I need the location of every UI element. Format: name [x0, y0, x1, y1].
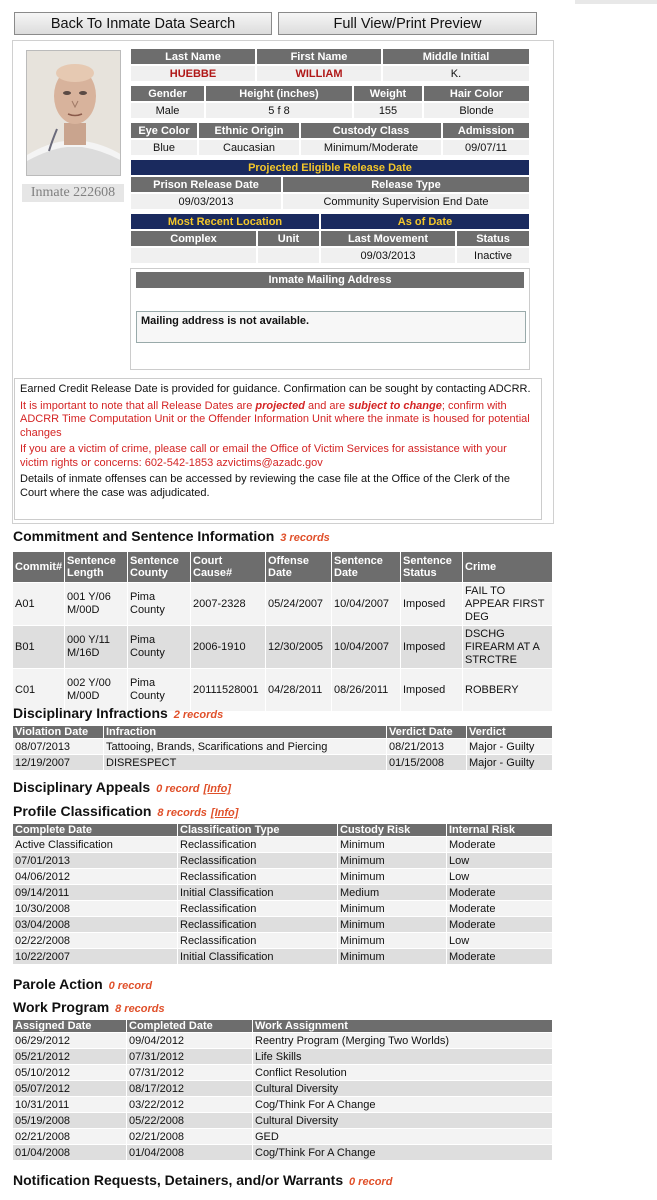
ethnic-origin-value: Caucasian — [199, 140, 299, 155]
page-margin — [575, 0, 657, 1200]
profile-cell: Moderate — [447, 949, 553, 965]
profile-header: Internal Risk — [447, 824, 553, 837]
work-cell: 05/22/2008 — [127, 1113, 253, 1129]
record-count: 0 record — [108, 980, 153, 992]
commitment-header: Sentence Date — [332, 552, 401, 583]
commitment-cell: Imposed — [401, 669, 463, 712]
commitment-cell: 12/30/2005 — [266, 626, 332, 669]
profile-cell: Minimum — [338, 837, 447, 853]
commitment-cell: Imposed — [401, 583, 463, 626]
work-cell: Cultural Diversity — [253, 1113, 553, 1129]
middle-initial-value: K. — [383, 66, 529, 81]
commitment-cell: 20111528001 — [191, 669, 266, 712]
profile-cell: 10/22/2007 — [13, 949, 178, 965]
commitment-cell: Pima County — [128, 669, 191, 712]
profile-row — [13, 853, 553, 869]
first-name-header: First Name — [257, 49, 381, 64]
first-name-value: WILLIAM — [257, 66, 381, 81]
commitment-header: Sentence County — [128, 552, 191, 583]
profile-cell: Moderate — [447, 917, 553, 933]
commitment-cell: C01 — [13, 669, 65, 712]
disciplinary-header: Verdict — [467, 726, 553, 739]
gender-header: Gender — [131, 86, 204, 101]
ethnic-origin-header: Ethnic Origin — [199, 123, 299, 138]
work-heading — [13, 999, 165, 1015]
work-row — [13, 1097, 553, 1113]
disciplinary-table — [12, 725, 553, 771]
notice-offense-details: Details of inmate offenses can be accessed by reviewing the case file at the Office of the Clerk of the Court where the case was adjudicated. — [20, 473, 510, 499]
work-header: Work Assignment — [253, 1020, 553, 1033]
work-header: Assigned Date — [13, 1020, 127, 1033]
weight-header: Weight — [354, 86, 422, 101]
complex-value — [131, 248, 256, 263]
admission-header: Admission — [443, 123, 529, 138]
commitment-header: Court Cause# — [191, 552, 266, 583]
work-cell: 01/04/2008 — [13, 1145, 127, 1161]
custody-class-header: Custody Class — [301, 123, 441, 138]
release-type-header: Release Type — [283, 177, 529, 192]
profile-row — [13, 933, 553, 949]
commitment-header: Sentence Status — [401, 552, 463, 583]
work-header: Completed Date — [127, 1020, 253, 1033]
commitment-cell: 10/04/2007 — [332, 626, 401, 669]
commitment-cell: 04/28/2011 — [266, 669, 332, 712]
status-header: Status — [457, 231, 529, 246]
profile-cell: Minimum — [338, 933, 447, 949]
work-cell: 05/21/2012 — [13, 1049, 127, 1065]
profile-cell: Minimum — [338, 917, 447, 933]
profile-cell: Moderate — [447, 885, 553, 901]
inmate-photo-icon — [27, 51, 121, 176]
release-notice — [14, 378, 542, 520]
work-table — [12, 1019, 553, 1161]
notice-text: and are — [304, 399, 349, 412]
disciplinary-cell: Major - Guilty — [467, 755, 553, 771]
profile-cell: Moderate — [447, 837, 553, 853]
commitment-cell: A01 — [13, 583, 65, 626]
commitment-cell: 08/26/2011 — [332, 669, 401, 712]
commitment-cell: Pima County — [128, 583, 191, 626]
record-count: 2 records — [173, 709, 224, 721]
work-cell: 03/22/2012 — [127, 1097, 253, 1113]
work-row — [13, 1033, 553, 1049]
work-cell: 02/21/2008 — [127, 1129, 253, 1145]
profile-cell: 03/04/2008 — [13, 917, 178, 933]
work-cell: Cog/Think For A Change — [253, 1097, 553, 1113]
disciplinary-header: Verdict Date — [387, 726, 467, 739]
release-table — [129, 158, 531, 211]
section-title: Profile Classification — [13, 803, 152, 819]
profile-row — [13, 949, 553, 965]
profile-cell: Minimum — [338, 869, 447, 885]
work-cell: 07/31/2012 — [127, 1065, 253, 1081]
profile-info-link[interactable]: [Info] — [210, 807, 239, 819]
physical-table — [129, 84, 531, 120]
custody-class-value: Minimum/Moderate — [301, 140, 441, 155]
profile-cell: Reclassification — [178, 869, 338, 885]
weight-value: 155 — [354, 103, 422, 118]
work-row — [13, 1129, 553, 1145]
work-cell: 05/10/2012 — [13, 1065, 127, 1081]
disciplinary-cell: 12/19/2007 — [13, 755, 104, 771]
commitment-cell: 000 Y/11 M/16D — [65, 626, 128, 669]
notice-emphasis: projected — [255, 399, 305, 412]
work-cell: 02/21/2008 — [13, 1129, 127, 1145]
commitment-cell: 10/04/2007 — [332, 583, 401, 626]
profile-header: Custody Risk — [338, 824, 447, 837]
profile-cell: Minimum — [338, 949, 447, 965]
profile-cell: 09/14/2011 — [13, 885, 178, 901]
commitment-row — [13, 583, 553, 626]
profile-cell: 04/06/2012 — [13, 869, 178, 885]
commitment-cell: ROBBERY — [463, 669, 553, 712]
work-row — [13, 1113, 553, 1129]
mailing-address-title: Inmate Mailing Address — [136, 272, 524, 288]
section-title: Disciplinary Appeals — [13, 779, 151, 795]
work-cell: 05/07/2012 — [13, 1081, 127, 1097]
commitment-header: Offense Date — [266, 552, 332, 583]
profile-cell: Low — [447, 933, 553, 949]
profile-cell: Initial Classification — [178, 885, 338, 901]
disciplinary-header: Violation Date — [13, 726, 104, 739]
profile-cell: Reclassification — [178, 933, 338, 949]
work-row — [13, 1065, 553, 1081]
as-of-date-title: As of Date — [321, 214, 529, 229]
work-cell: 08/17/2012 — [127, 1081, 253, 1097]
notice-victim-services: If you are a victim of crime, please call or email the Office of Victim Services for assistance with your victim rights or concerns: 602-542-1853 azvictims@azadc.gov — [20, 443, 507, 469]
hair-color-value: Blonde — [424, 103, 529, 118]
commitment-cell: Imposed — [401, 626, 463, 669]
profile-cell: Reclassification — [178, 853, 338, 869]
height-header: Height (inches) — [206, 86, 352, 101]
unit-value — [258, 248, 319, 263]
section-title: Work Program — [13, 999, 110, 1015]
notice-emphasis: subject to change — [348, 399, 442, 412]
section-title: Parole Action — [13, 976, 103, 992]
appeals-info-link[interactable]: [Info] — [203, 783, 231, 795]
work-cell: 09/04/2012 — [127, 1033, 253, 1049]
work-cell: GED — [253, 1129, 553, 1145]
inmate-id-label: Inmate 222608 — [22, 184, 124, 202]
profile-header: Complete Date — [13, 824, 178, 837]
eye-color-header: Eye Color — [131, 123, 197, 138]
notice-text: ; confirm with ADCRR Time Computation Unit or the Offender Information Unit where the inmate is housed for potential changes — [20, 399, 530, 439]
profile-cell: Reclassification — [178, 837, 338, 853]
record-count: 8 records — [157, 807, 207, 819]
record-count: 0 record — [349, 1176, 393, 1188]
disciplinary-cell: Major - Guilty — [467, 739, 553, 755]
commitment-header: Commit# — [13, 552, 65, 583]
profile-cell: Reclassification — [178, 901, 338, 917]
work-cell: Conflict Resolution — [253, 1065, 553, 1081]
full-view-print-button[interactable]: Full View/Print Preview — [278, 12, 537, 35]
profile-cell: Low — [447, 853, 553, 869]
work-cell: 05/19/2008 — [13, 1113, 127, 1129]
profile-heading — [13, 803, 238, 819]
notice-release-dates — [20, 400, 536, 441]
disciplinary-cell: Tattooing, Brands, Scarifications and Piercing — [104, 739, 387, 755]
profile-cell: Reclassification — [178, 917, 338, 933]
section-title: Disciplinary Infractions — [13, 705, 168, 721]
complex-header: Complex — [131, 231, 256, 246]
profile-row — [13, 885, 553, 901]
commitment-row — [13, 626, 553, 669]
commitment-cell: DSCHG FIREARM AT A STRCTRE — [463, 626, 553, 669]
back-to-search-button[interactable]: Back To Inmate Data Search — [14, 12, 272, 35]
height-value: 5 f 8 — [206, 103, 352, 118]
last-name-header: Last Name — [131, 49, 255, 64]
disciplinary-cell: 08/21/2013 — [387, 739, 467, 755]
work-cell: 01/04/2008 — [127, 1145, 253, 1161]
work-row — [13, 1049, 553, 1065]
work-cell: 06/29/2012 — [13, 1033, 127, 1049]
admission-value: 09/07/11 — [443, 140, 529, 155]
mailing-address-text[interactable]: Mailing address is not available. — [136, 311, 526, 343]
disciplinary-cell: 01/15/2008 — [387, 755, 467, 771]
middle-initial-header: Middle Initial — [383, 49, 529, 64]
work-row — [13, 1081, 553, 1097]
commitment-header: Sentence Length — [65, 552, 128, 583]
profile-cell: Minimum — [338, 853, 447, 869]
release-date-header: Prison Release Date — [131, 177, 281, 192]
inmate-photo — [26, 50, 121, 176]
release-type-value: Community Supervision End Date — [283, 194, 529, 209]
commitment-cell: 2007-2328 — [191, 583, 266, 626]
hair-color-header: Hair Color — [424, 86, 529, 101]
commitment-cell: 001 Y/06 M/00D — [65, 583, 128, 626]
record-count: 3 records — [280, 532, 330, 544]
release-date-value: 09/03/2013 — [131, 194, 281, 209]
disciplinary-header: Infraction — [104, 726, 387, 739]
profile-row — [13, 917, 553, 933]
work-cell: 10/31/2011 — [13, 1097, 127, 1113]
section-title: Commitment and Sentence Information — [13, 528, 275, 544]
profile-row — [13, 869, 553, 885]
profile-row — [13, 901, 553, 917]
disciplinary-heading — [13, 705, 223, 721]
notification-heading — [13, 1172, 392, 1188]
commitment-cell: Pima County — [128, 626, 191, 669]
profile-cell: Low — [447, 869, 553, 885]
work-cell: 07/31/2012 — [127, 1049, 253, 1065]
last-name-value: HUEBBE — [131, 66, 255, 81]
commitment-cell: 002 Y/00 M/00D — [65, 669, 128, 712]
top-strip — [575, 0, 657, 4]
notice-text: It is important to note that all Release Dates are — [20, 399, 256, 412]
commitment-cell: FAIL TO APPEAR FIRST DEG — [463, 583, 553, 626]
disciplinary-cell: 08/07/2013 — [13, 739, 104, 755]
section-title: Notification Requests, Detainers, and/or Warrants — [13, 1172, 344, 1188]
work-cell: Reentry Program (Merging Two Worlds) — [253, 1033, 553, 1049]
disciplinary-row — [13, 739, 553, 755]
status-value: Inactive — [457, 248, 529, 263]
work-cell: Cog/Think For A Change — [253, 1145, 553, 1161]
appeals-heading — [13, 779, 231, 795]
eye-color-value: Blue — [131, 140, 197, 155]
mailing-address-box — [130, 268, 530, 370]
commitment-cell: B01 — [13, 626, 65, 669]
profile-cell: Medium — [338, 885, 447, 901]
commitment-table — [12, 551, 553, 712]
name-table — [129, 47, 531, 83]
profile-cell: Initial Classification — [178, 949, 338, 965]
parole-heading — [13, 976, 152, 992]
work-cell: Cultural Diversity — [253, 1081, 553, 1097]
profile-header: Classification Type — [178, 824, 338, 837]
work-row — [13, 1145, 553, 1161]
location-table — [129, 212, 531, 265]
profile-cell: Minimum — [338, 901, 447, 917]
profile-table — [12, 823, 553, 965]
notice-earned-credit: Earned Credit Release Date is provided for guidance. Confirmation can be sought by contacting ADCRR. — [20, 383, 531, 395]
disciplinary-row — [13, 755, 553, 771]
record-count: 8 records — [115, 1003, 165, 1015]
profile-cell: Moderate — [447, 901, 553, 917]
commitment-heading — [13, 528, 330, 544]
release-title: Projected Eligible Release Date — [131, 160, 529, 175]
commitment-cell: 2006-1910 — [191, 626, 266, 669]
profile-cell: 02/22/2008 — [13, 933, 178, 949]
profile-cell: 10/30/2008 — [13, 901, 178, 917]
commitment-header: Crime — [463, 552, 553, 583]
profile-table — [129, 121, 531, 157]
record-count: 0 record — [156, 783, 200, 795]
gender-value: Male — [131, 103, 204, 118]
last-movement-value: 09/03/2013 — [321, 248, 455, 263]
location-title: Most Recent Location — [131, 214, 319, 229]
profile-cell: 07/01/2013 — [13, 853, 178, 869]
unit-header: Unit — [258, 231, 319, 246]
disciplinary-cell: DISRESPECT — [104, 755, 387, 771]
last-movement-header: Last Movement — [321, 231, 455, 246]
commitment-cell: 05/24/2007 — [266, 583, 332, 626]
work-cell: Life Skills — [253, 1049, 553, 1065]
profile-row — [13, 837, 553, 853]
profile-cell: Active Classification — [13, 837, 178, 853]
